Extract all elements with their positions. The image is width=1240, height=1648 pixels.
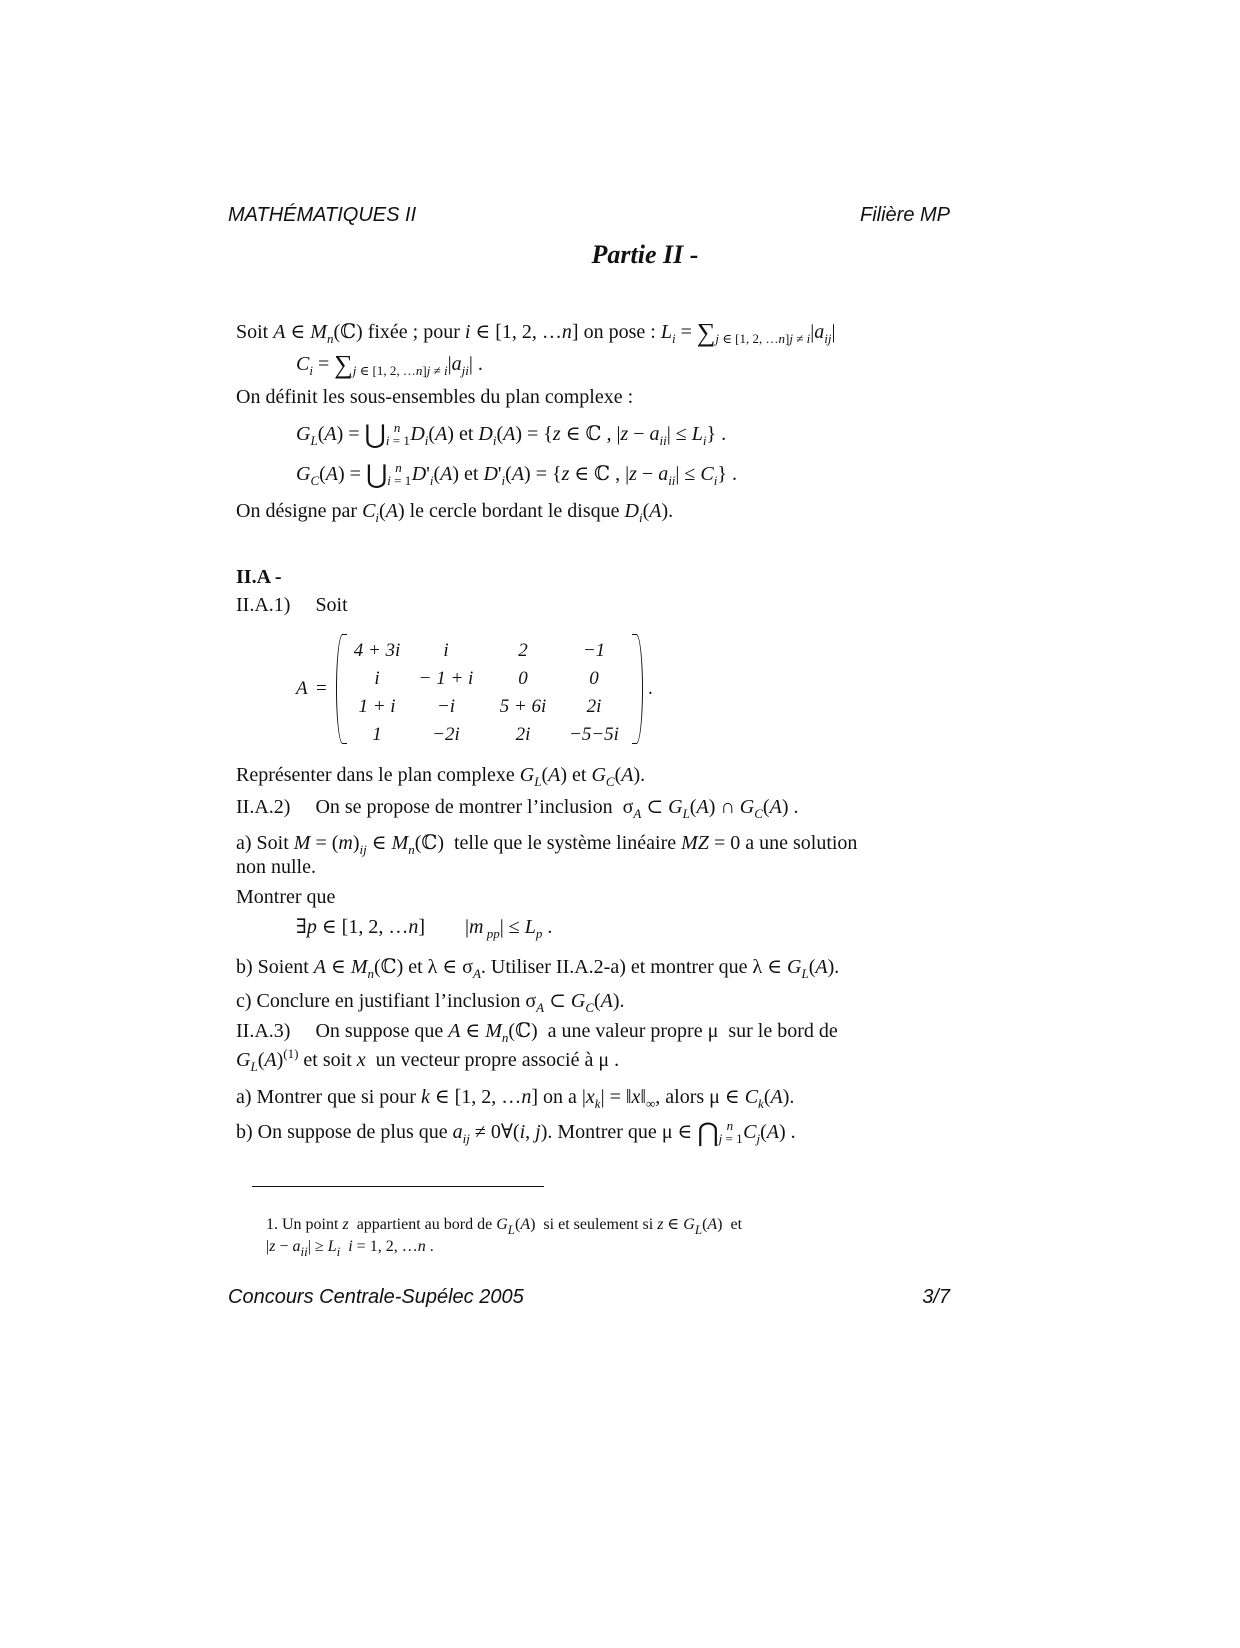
text: telle que le système linéaire	[454, 832, 677, 854]
matrix-cell: 5 + 6i	[499, 696, 547, 717]
text: un vecteur propre associé à	[375, 1049, 594, 1071]
matrix-cell: 0	[589, 668, 599, 689]
intro-line-1: Soit A ∈ $M_n(ℂ)$ fixée ; pour i ∈ [1, 2, …n] on pose : $L_i = \sum_{j \in [1, 2, \dots n]j \ne i}|a_{ij}|$	[236, 318, 836, 347]
question-label: II.A.2)	[236, 796, 291, 818]
intro-line-2: $C_i = \sum_{j \in [1, 2, \dots n]j \ne i}|a_{ji}|$ .	[296, 350, 483, 379]
matrix-cell: 4 + 3i	[353, 640, 401, 661]
section-heading: II.A -	[236, 566, 282, 588]
text: b) Soient	[236, 956, 309, 978]
matrix-cell: 2i	[586, 696, 602, 717]
text: Représenter dans le plan complexe	[236, 764, 515, 786]
q2a-line: a) Soit $M = (m)_{ij}$ ∈ $M_n(ℂ)$ telle que le système linéaire MZ = 0 a une solution	[236, 832, 858, 857]
q2-line: II.A.2) On se propose de montrer l’inclusion $\sigma_A$ ⊂ $G_L(A)$ ∩ $G_C(A)$ .	[236, 796, 799, 821]
text: , alors	[655, 1086, 705, 1108]
text: c) Conclure en justifiant l’inclusion	[236, 990, 521, 1012]
matrix-cell: 2	[518, 640, 528, 661]
q1-line	[236, 594, 348, 617]
text: on pose :	[583, 321, 656, 343]
text: et soit	[303, 1049, 352, 1071]
text: . Utiliser II.A.2-a) et montrer que	[480, 956, 748, 978]
text: a une valeur propre	[547, 1020, 703, 1042]
text: Soit	[315, 594, 348, 616]
intro-line-4: $G_L(A)$ = $⋃_{i = 1}^n$ $D_i(A)$ et $D_i(A) = \{z$ ∈ ℂ , $|z - a_{ii}| \le L_i$} .	[296, 420, 727, 449]
text: sur le bord de	[728, 1020, 838, 1042]
page-title: Partie II -	[591, 240, 699, 269]
text: et	[464, 463, 479, 485]
header-left: MATHÉMATIQUES II	[228, 204, 417, 226]
q3-line: II.A.3) On suppose que A ∈ $M_n(ℂ)$ a une valeur propre μ sur le bord de	[236, 1020, 838, 1045]
right-paren	[632, 634, 643, 744]
repr-line: Représenter dans le plan complexe $G_L(A)$ et $G_C(A)$.	[236, 764, 646, 789]
text: le cercle bordant le disque	[409, 500, 620, 522]
footnote-line-2: $|z - a_{ii}| \ge L_i$ i = 1, 2, …n .	[266, 1238, 434, 1259]
text: fixée ; pour	[367, 321, 460, 343]
montrer-que: Montrer que	[236, 886, 336, 908]
matrix-cell: 1 + i	[358, 696, 396, 717]
matrix-cell: i	[374, 668, 380, 689]
matrix-grid	[346, 640, 626, 746]
exists-line: ∃p ∈ [1, 2, …n] |m $_{pp}| \le L_p$ .	[296, 916, 553, 941]
q2b-line: b) Soient A ∈ $M_n(ℂ)$ et λ ∈ $\sigma_A$. Utiliser II.A.2-a) et montrer que λ ∈ $G_L(A)$.	[236, 956, 840, 981]
text: a une solution	[745, 832, 858, 854]
matrix-cell: i	[443, 640, 449, 661]
text: Soit	[236, 321, 269, 343]
text: 1. Un point	[266, 1216, 339, 1233]
text: et	[572, 764, 587, 786]
text: . Montrer que	[547, 1121, 657, 1143]
text: on a	[542, 1086, 577, 1108]
matrix-cell: −1	[582, 640, 606, 661]
matrix-cell: −i	[436, 696, 456, 717]
text: appartient au bord de	[356, 1216, 493, 1233]
text: On se propose de montrer l’inclusion	[315, 796, 613, 818]
matrix-cell: −2i	[432, 724, 460, 745]
q3-line-2: $G_L(A)^{(1)}$ et soit x un vecteur propre associé à μ .	[236, 1046, 620, 1074]
matrix-cell: 2i	[515, 724, 531, 745]
text: a) Soit	[236, 832, 289, 854]
footer-right: 3/7	[922, 1286, 950, 1308]
text: si et seulement si	[543, 1216, 654, 1233]
q3b-line: b) On suppose de plus que $a_{ij}$ ≠ 0∀(i, j). Montrer que μ ∈ $⋂_{j = 1}^n$ $C_j(A)$ .	[236, 1118, 796, 1147]
intro-line-3: On définit les sous-ensembles du plan complexe :	[236, 386, 634, 408]
footer-left: Concours Centrale-Supélec 2005	[228, 1286, 524, 1308]
question-label: II.A.3)	[236, 1020, 291, 1042]
text: et	[458, 423, 474, 445]
intro-line-5: $G_C(A)$ = $⋃_{i = 1}^n$ $D'_i(A)$ et $D'_i(A) = \{z$ ∈ ℂ , $|z - a_{ii}| \le C_i$} .	[296, 460, 737, 489]
text: et	[730, 1216, 743, 1233]
header-right: Filière MP	[859, 204, 950, 226]
matrix-cell: − 1 + i	[418, 668, 474, 689]
q2a-line-2: non nulle.	[236, 856, 316, 878]
text: b) On suppose de plus que	[236, 1121, 448, 1143]
matrix-cell: −5−5i	[569, 724, 619, 745]
text: On suppose que	[315, 1020, 444, 1042]
footnote-line-1: 1. Un point z appartient au bord de $G_L(A)$ si et seulement si z ∈ $G_L(A)$ et	[266, 1216, 743, 1237]
text: et	[408, 956, 423, 978]
q2c-line: c) Conclure en justifiant l’inclusion $\sigma_A$ ⊂ $G_C(A)$.	[236, 990, 625, 1015]
intro-line-6: On désigne par $C_i(A)$ le cercle bordant le disque $D_i(A)$.	[236, 500, 674, 525]
footnote-rule	[252, 1186, 544, 1187]
matrix-cell: 0	[518, 668, 528, 689]
matrix-cell: 1	[372, 724, 382, 745]
question-label: II.A.1)	[236, 594, 291, 616]
text: On désigne par	[236, 500, 358, 522]
q3a-line: a) Montrer que si pour k ∈ [1, 2, …n] on a $|x_k|$ = $‖x‖_\infty$, alors μ ∈ $C_k(A)$.	[236, 1086, 795, 1111]
text: a) Montrer que si pour	[236, 1086, 416, 1108]
